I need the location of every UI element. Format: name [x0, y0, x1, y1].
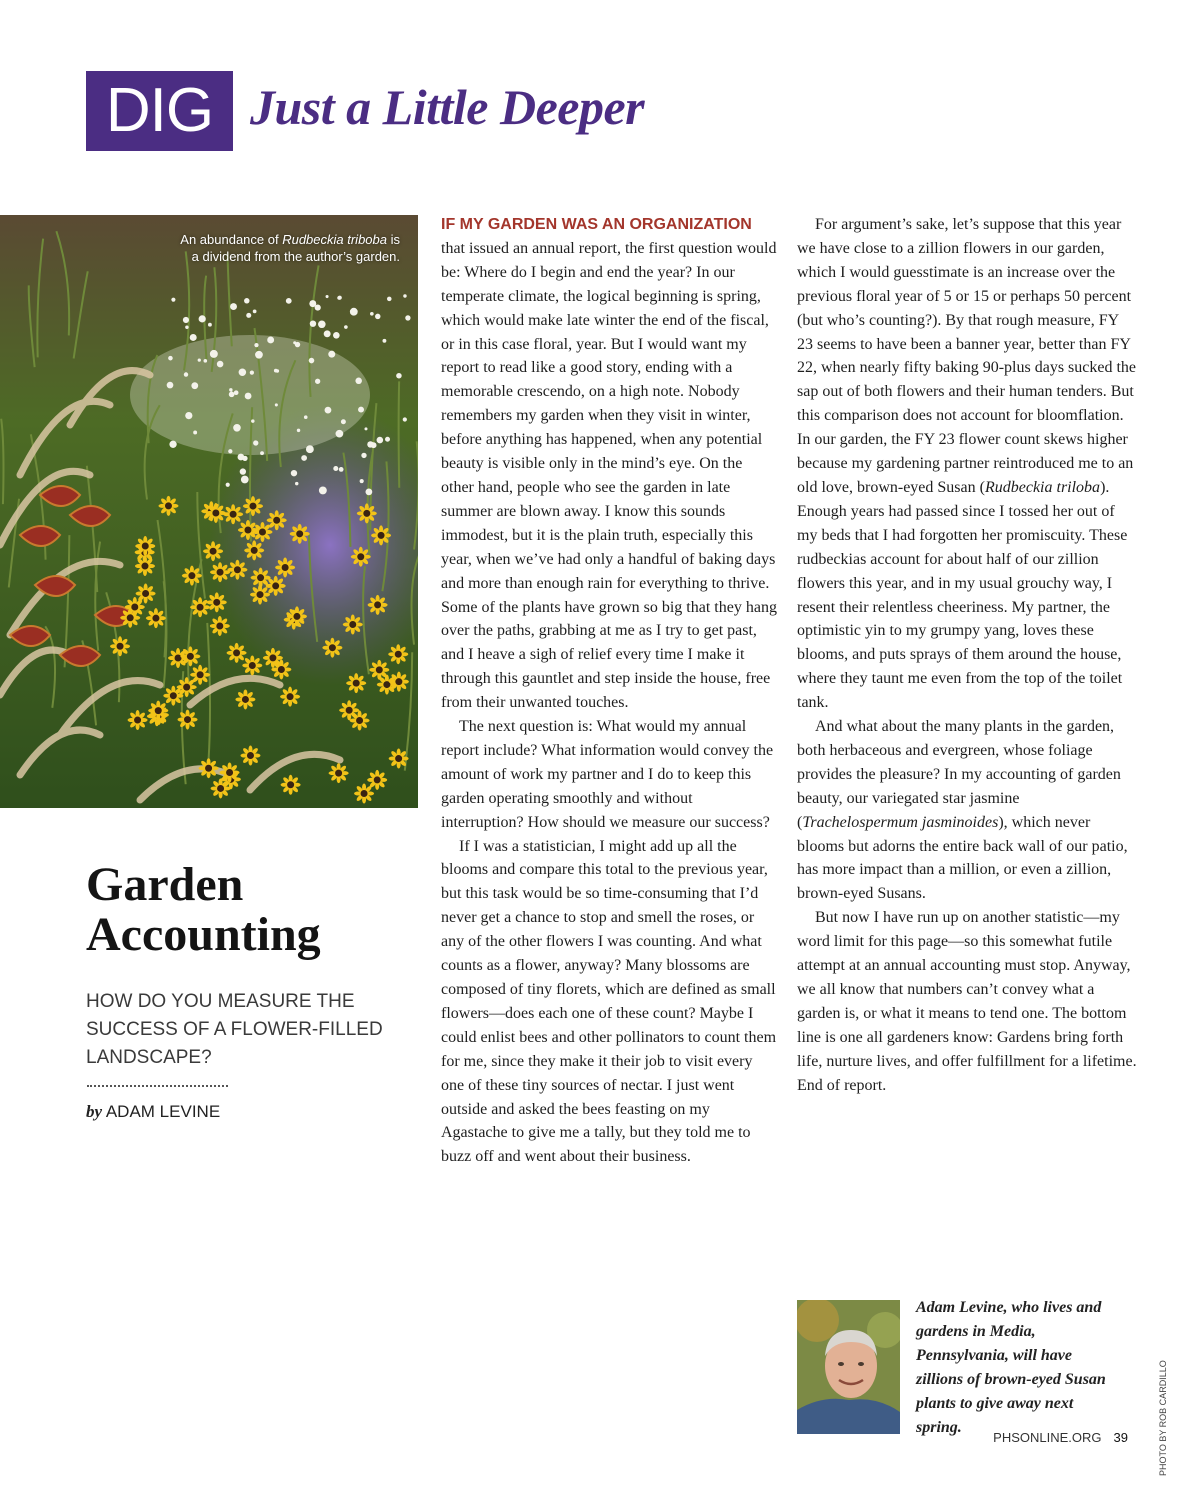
section-subtitle: Just a Little Deeper — [250, 79, 645, 135]
byline: by ADAM LEVINE — [86, 1102, 221, 1121]
paragraph: But now I have run up on another statistic—my word limit for this page—so this somewhat futile attempt at an annual accounting must stop. Anyway, we all know that numbers can’t convey what a garden is, or what it means to tend one. The bottom line is one all gardeners know: Gardens bring forth life, nurture lives, and offer fulfillment for a lifetime. End of report. — [797, 909, 1137, 1094]
paragraph: IF MY GARDEN WAS AN ORGANIZATION that issued an annual report, the first question would be: Where do I begin and end the year? In our temperate climate, the logical beginning is spring, which would make late winter the end of the fiscal, or in this case floral, year. But I would want my report to read like a good story, ending with a memorable crescendo, on a high note. Nobody remembers my garden when they visit in winter, before anything has happened, when any potential beauty is visible only in the mind’s eye. On the other hand, people who see the garden in late summer are blown away. I know this sounds immodest, but it is the plain truth, especially this year, when we’ve had only a handful of baking days and more than enough rain for everything to thrive. Some of the plants have grown so big that they hang over the paths, grabbing at me as I try to get past, and I heave a sigh of relief every time I make it through this gauntlet and step inside the house, free from their unwanted touches. — [441, 216, 777, 712]
dotted-divider — [87, 1085, 228, 1087]
photo-caption: An abundance of Rudbeckia triboba is a dividend from the author’s garden. — [180, 232, 400, 264]
paragraph: If I was a statistician, I might add up all the blooms and compare this total to the previous year, but this task would be so time-consuming that I’d never get a chance to stop and smell the roses, or any of the other flowers I was counting. And what counts as a flower, anyway? Many blossoms are composed of tiny florets, which are defined as small flowers—does each one of these count? Maybe I could enlist bees and other pollinators to count them for me, since they make it their job to visit every one of these tiny sources of nectar. I just went outside and asked the bees feasting on my Agastache to give me a tally, but they told me to buzz off and went about their business. — [441, 837, 777, 1166]
section-label: DIG — [86, 71, 233, 151]
author-photo — [797, 1300, 900, 1434]
paragraph: And what about the many plants in the garden, both herbaceous and evergreen, whose foliage provides the pleasure? In my accounting of garden beauty, our variegated star jasmine (Trachelospermum jasminoides), which never blooms but adorns the entire back wall of our patio, has more impact than a million, or even a zillion, brown-eyed Susans. — [797, 718, 1128, 903]
author-bio: Adam Levine, who lives and gardens in Media, Pennsylvania, will have zillions of brown-eyed Susan plants to give away next spring. — [916, 1299, 1106, 1436]
article-title: Garden Accounting — [86, 858, 321, 961]
paragraph: For argument’s sake, let’s suppose that this year we have close to a zillion flowers in our garden, which I would guesstimate is an increase over the previous floral year of 5 or 15 or perhaps 50 percent (but who’s counting?). By that rough measure, FY 23 seems to have been a banner year, better than FY 22, when nearly fifty baking 90-plus days sucked the sap out of both flowers and their human tenders. But this comparison does not account for bloomflation. In our garden, the FY 23 flower count skews higher because my gardening partner reintroduced me to an old love, brown-eyed Susan (Rudbeckia triloba). Enough years had passed since I tossed her out of my beds that I had forgotten her promiscuity. These rudbeckias account for about half of our zillion flowers this year, and in my usual grouchy way, I resent their relentless cheeriness. My partner, the optimistic yin to my grumpy yang, loves these blooms, and puts sprays of them around the house, where they taunt me even from the top of the toilet tank. — [797, 216, 1137, 712]
article-dek: HOW DO YOU MEASURE THE SUCCESS OF A FLOWER-FILLED LANDSCAPE? — [86, 991, 383, 1068]
article-column-right — [797, 213, 1137, 1098]
garden-photo — [0, 215, 418, 808]
article-column-middle — [441, 213, 779, 1169]
byline-author: ADAM LEVINE — [105, 1102, 221, 1121]
footer-site: PHSONLINE.ORG — [993, 1430, 1102, 1445]
lead-in: IF MY GARDEN WAS AN ORGANIZATION — [441, 216, 752, 233]
paragraph: The next question is: What would my annual report include? What information would convey the amount of work my partner and I do to keep this garden operating smoothly and without interruption? How should we measure our success? — [441, 718, 774, 831]
photo-credit: PHOTO BY ROB CARDILLO — [1158, 1360, 1168, 1476]
garden-photo-illustration — [0, 215, 418, 808]
page-footer — [993, 1430, 1128, 1445]
page-number: 39 — [1113, 1430, 1128, 1445]
author-portrait — [797, 1300, 900, 1434]
